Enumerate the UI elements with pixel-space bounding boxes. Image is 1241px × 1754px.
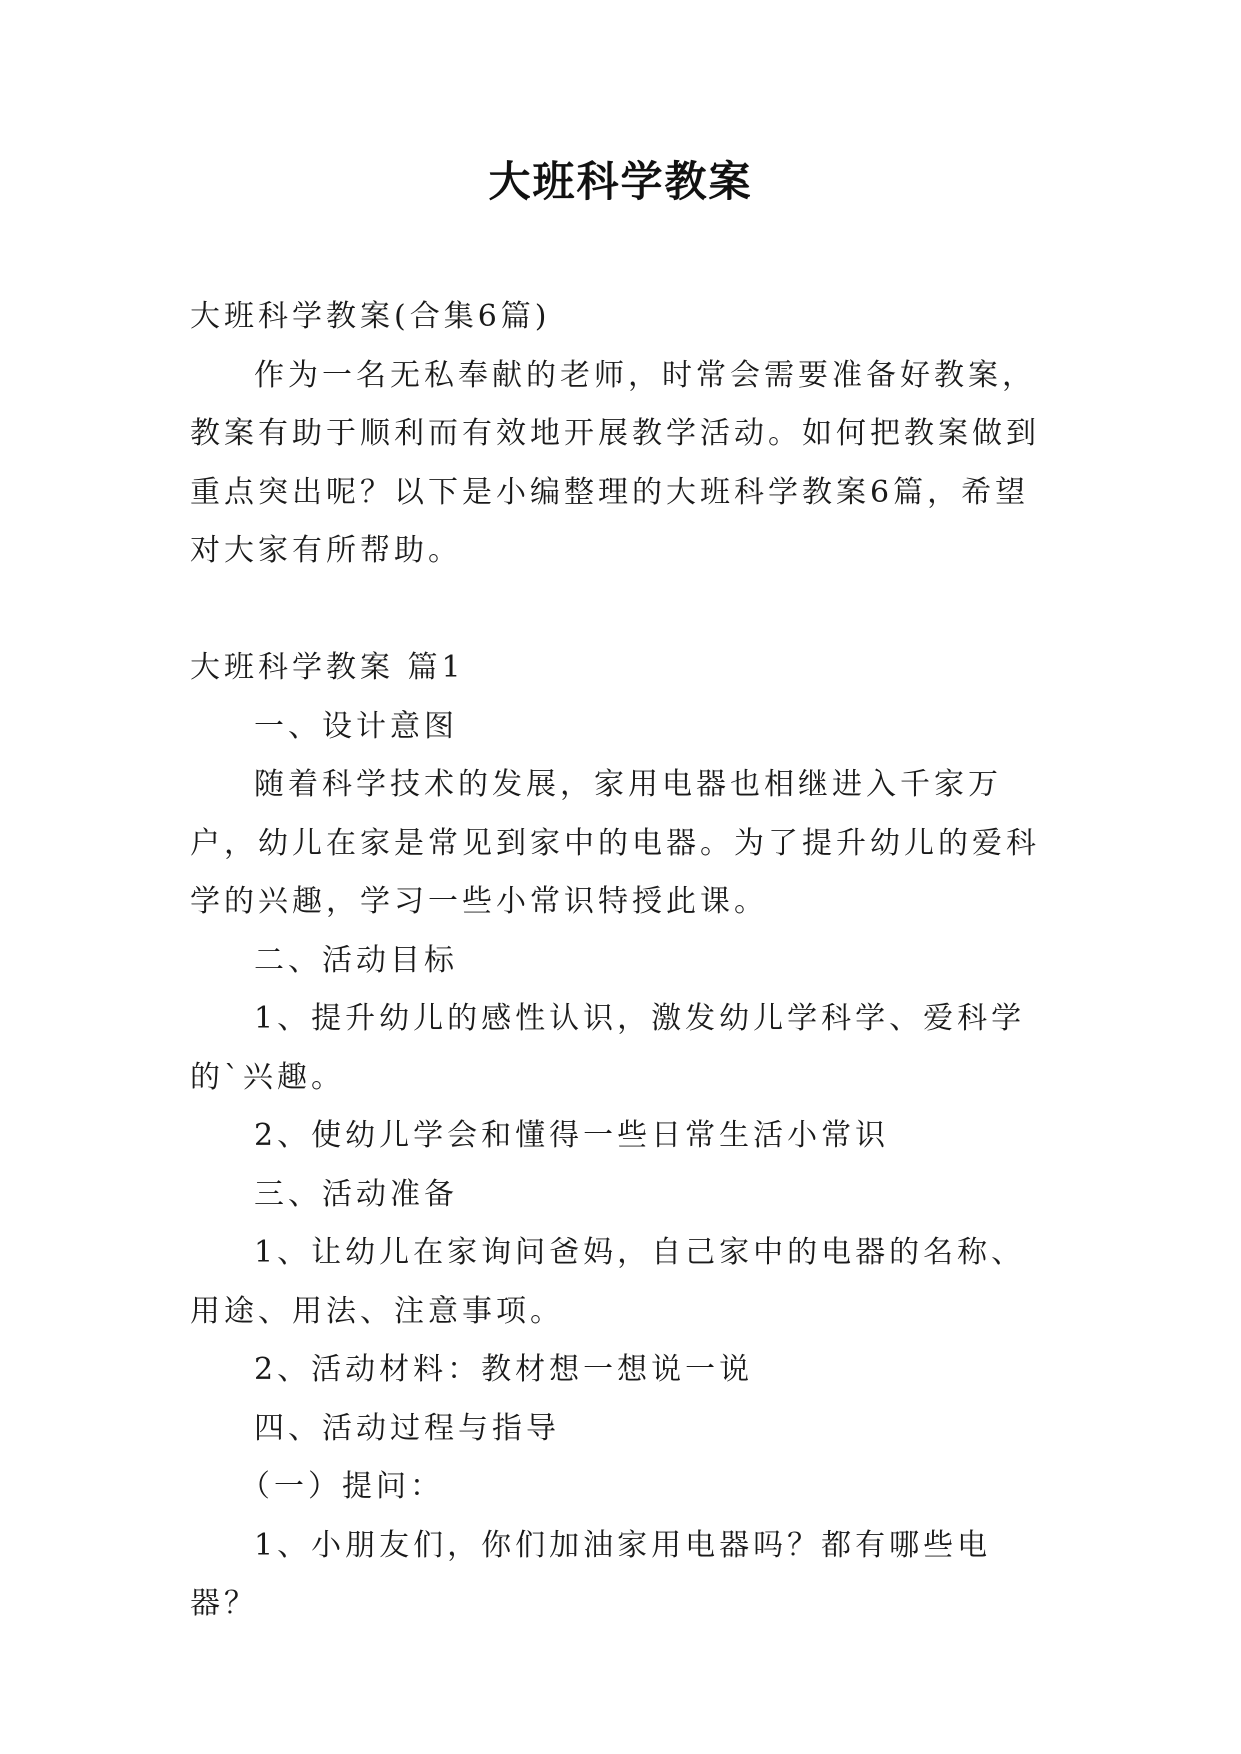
- section-heading: 大班科学教案 篇1: [190, 650, 465, 685]
- intro-paragraph: 作为一名无私奉献的老师，时常会需要准备好教案，教案有助于顺利而有效地开展教学活动。如何把教案做到重点突出呢？以下是小编整理的大班科学教案6篇，希望对大家有所帮助。: [190, 357, 1040, 568]
- subheading-questions: （一）提问：: [240, 1469, 444, 1504]
- heading-activity-prep: 三、活动准备: [254, 1176, 458, 1212]
- goal-item-2: 2、使幼儿学会和懂得一些日常生活小常识: [254, 1118, 890, 1153]
- question-item-1: 1、小朋友们，你们加油家用电器吗？都有哪些电器？: [190, 1527, 992, 1621]
- heading-activity-goals: 二、活动目标: [254, 942, 458, 978]
- document-body: [190, 288, 1050, 1634]
- heading-activity-process: 四、活动过程与指导: [254, 1410, 560, 1446]
- heading-design-intent: 一、设计意图: [254, 708, 458, 744]
- paragraph-design-intent: 随着科学技术的发展，家用电器也相继进入千家万户，幼儿在家是常见到家中的电器。为了提升幼儿的爱科学的兴趣，学习一些小常识特授此课。: [190, 767, 1040, 919]
- goal-item-1: 1、提升幼儿的感性认识，激发幼儿学科学、爱科学的`兴趣。: [190, 1001, 1026, 1095]
- prep-item-1: 1、让幼儿在家询问爸妈，自己家中的电器的名称、用途、用法、注意事项。: [190, 1235, 1026, 1329]
- prep-item-2: 2、活动材料：教材想一想说一说: [254, 1352, 754, 1387]
- paragraph-gap: [190, 581, 1050, 640]
- document-title: 大班科学教案: [488, 157, 753, 206]
- document-subtitle: 大班科学教案(合集6篇): [190, 299, 551, 334]
